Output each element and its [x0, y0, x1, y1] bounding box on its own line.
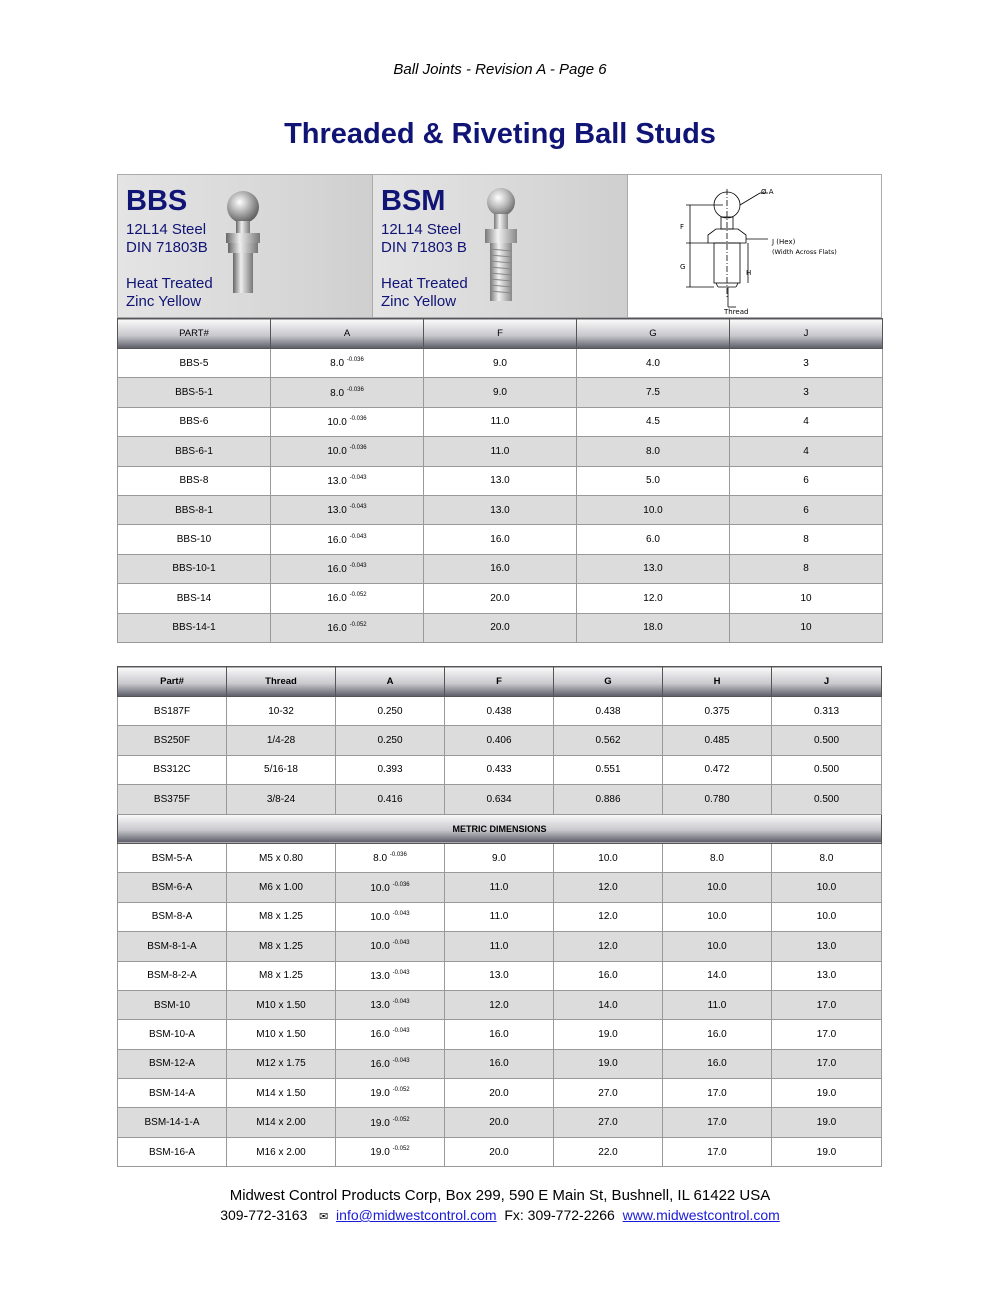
cell-j: 10.0: [772, 873, 882, 902]
cell-f: 0.433: [445, 755, 554, 784]
cell-part: BBS-10-1: [118, 554, 271, 583]
cell-thread: M8 x 1.25: [227, 961, 336, 990]
cell-a: [271, 437, 424, 466]
cell-f: 0.438: [445, 697, 554, 726]
cell-j: 8: [730, 525, 883, 554]
value-a: 16.0: [327, 563, 347, 575]
cell-h: 0.472: [663, 755, 772, 784]
table-row: [118, 554, 883, 583]
cell-g: 10.0: [554, 843, 663, 872]
cell-g: 16.0: [554, 961, 663, 990]
cell-j: 19.0: [772, 1108, 882, 1137]
cell-thread: 3/8-24: [227, 785, 336, 814]
cell-a: [336, 932, 445, 961]
cell-h: 10.0: [663, 873, 772, 902]
cell-j: 3: [730, 378, 883, 407]
cell-j: 8: [730, 554, 883, 583]
cell-thread: 5/16-18: [227, 755, 336, 784]
cell-part: BSM-14-A: [118, 1079, 227, 1108]
value-a: 8.0: [330, 358, 345, 370]
table-row: [118, 1137, 882, 1166]
cell-a: [271, 466, 424, 495]
cell-f: 12.0: [445, 990, 554, 1019]
cell-thread: M8 x 1.25: [227, 932, 336, 961]
cell-j: 0.500: [772, 785, 882, 814]
value-a: 10.0: [370, 941, 390, 953]
tolerance: -0.043: [349, 533, 367, 540]
cell-a: [336, 1049, 445, 1078]
cell-g: 0.886: [554, 785, 663, 814]
column-header: G: [554, 667, 663, 697]
cell-f: 13.0: [424, 495, 577, 524]
cell-a: [336, 1108, 445, 1137]
cell-g: 18.0: [577, 613, 730, 642]
cell-a: [336, 726, 445, 755]
cell-g: 0.438: [554, 697, 663, 726]
column-header: J: [772, 667, 882, 697]
footer-fax: Fx: 309-772-2266: [504, 1207, 615, 1223]
cell-a: [336, 697, 445, 726]
cell-a: [336, 873, 445, 902]
table-row: [118, 902, 882, 931]
page-title: Threaded & Riveting Ball Studs: [284, 118, 716, 150]
table-row: [118, 785, 882, 814]
value-a: 0.250: [377, 705, 403, 717]
cell-g: 27.0: [554, 1108, 663, 1137]
cell-j: 10: [730, 613, 883, 642]
cell-g: 6.0: [577, 525, 730, 554]
table-row: [118, 466, 883, 495]
cell-j: 17.0: [772, 1020, 882, 1049]
cell-a: [336, 990, 445, 1019]
footer-contact: [0, 1207, 1000, 1223]
cell-a: [336, 785, 445, 814]
column-header: PART#: [118, 319, 271, 349]
cell-h: 17.0: [663, 1137, 772, 1166]
cell-a: [271, 349, 424, 378]
value-a: 16.0: [327, 622, 347, 634]
cell-part: BS250F: [118, 726, 227, 755]
cell-h: 10.0: [663, 932, 772, 961]
cell-thread: M8 x 1.25: [227, 902, 336, 931]
cell-part: BSM-14-1-A: [118, 1108, 227, 1137]
cell-f: 11.0: [424, 437, 577, 466]
tolerance: -0.043: [349, 474, 367, 481]
cell-j: 19.0: [772, 1079, 882, 1108]
tolerance: -0.036: [346, 386, 364, 393]
cell-g: 0.562: [554, 726, 663, 755]
email-link[interactable]: info@midwestcontrol.com: [336, 1207, 497, 1223]
cell-j: 17.0: [772, 990, 882, 1019]
tolerance: -0.036: [349, 445, 367, 452]
cell-part: BSM-8-2-A: [118, 961, 227, 990]
cell-part: BBS-6: [118, 407, 271, 436]
tolerance: -0.036: [389, 852, 407, 859]
tolerance: -0.052: [392, 1087, 410, 1094]
value-a: 8.0: [330, 387, 345, 399]
table-row: [118, 495, 883, 524]
table-row: [118, 990, 882, 1019]
column-header: H: [663, 667, 772, 697]
cell-thread: 10-32: [227, 697, 336, 726]
cell-j: 10: [730, 584, 883, 613]
value-a: 19.0: [370, 1147, 390, 1159]
cell-j: 8.0: [772, 843, 882, 872]
table-row: [118, 1049, 882, 1078]
cell-f: 20.0: [424, 613, 577, 642]
cell-part: BBS-10: [118, 525, 271, 554]
tolerance: -0.052: [349, 592, 367, 599]
cell-f: 20.0: [424, 584, 577, 613]
cell-thread: M10 x 1.50: [227, 1020, 336, 1049]
cell-h: 8.0: [663, 843, 772, 872]
cell-thread: M6 x 1.00: [227, 873, 336, 902]
cell-a: [271, 378, 424, 407]
cell-f: 16.0: [445, 1020, 554, 1049]
value-a: 13.0: [327, 475, 347, 487]
envelope-icon: ✉: [319, 1211, 329, 1223]
value-a: 10.0: [370, 882, 390, 894]
cell-part: BSM-12-A: [118, 1049, 227, 1078]
product-standard: DIN 71803B: [126, 239, 208, 256]
cell-h: 10.0: [663, 902, 772, 931]
cell-f: 20.0: [445, 1079, 554, 1108]
cell-a: [336, 755, 445, 784]
cell-f: 13.0: [424, 466, 577, 495]
value-a: 10.0: [370, 911, 390, 923]
tolerance: -0.043: [392, 969, 410, 976]
value-a: 19.0: [370, 1117, 390, 1129]
cell-g: 12.0: [577, 584, 730, 613]
value-a: 13.0: [370, 1000, 390, 1012]
footer-phone: 309-772-3163: [220, 1207, 308, 1223]
cell-a: [271, 407, 424, 436]
threaded-stud-photo: [481, 187, 521, 311]
cell-f: 9.0: [424, 349, 577, 378]
cell-part: BSM-10-A: [118, 1020, 227, 1049]
column-header: G: [577, 319, 730, 349]
cell-a: [336, 902, 445, 931]
tolerance: -0.043: [349, 504, 367, 511]
cell-part: BSM-6-A: [118, 873, 227, 902]
cell-j: 6: [730, 466, 883, 495]
cell-f: 20.0: [445, 1137, 554, 1166]
cell-thread: M10 x 1.50: [227, 990, 336, 1019]
tolerance: -0.043: [349, 562, 367, 569]
cell-part: BSM-16-A: [118, 1137, 227, 1166]
cell-h: 0.485: [663, 726, 772, 755]
value-a: 8.0: [373, 853, 388, 865]
cell-thread: 1/4-28: [227, 726, 336, 755]
value-a: 13.0: [327, 505, 347, 517]
cell-f: 9.0: [445, 843, 554, 872]
cell-g: 8.0: [577, 437, 730, 466]
cell-f: 0.406: [445, 726, 554, 755]
cell-part: BBS-14-1: [118, 613, 271, 642]
cell-h: 0.780: [663, 785, 772, 814]
value-a: 19.0: [370, 1088, 390, 1100]
value-a: 10.0: [327, 416, 347, 428]
tolerance: -0.036: [346, 357, 364, 364]
tolerance: -0.043: [392, 1028, 410, 1035]
bbs-dimension-table: [117, 318, 883, 643]
cell-part: BBS-8-1: [118, 495, 271, 524]
cell-a: [336, 961, 445, 990]
cell-thread: M14 x 2.00: [227, 1108, 336, 1137]
cell-f: 13.0: [445, 961, 554, 990]
cell-g: 27.0: [554, 1079, 663, 1108]
cell-g: 7.5: [577, 378, 730, 407]
dimension-diagram-svg: [628, 175, 881, 317]
tolerance: -0.043: [392, 999, 410, 1006]
table-row: [118, 584, 883, 613]
cell-g: 22.0: [554, 1137, 663, 1166]
value-a: 16.0: [370, 1029, 390, 1041]
cell-part: BBS-5: [118, 349, 271, 378]
value-a: 0.393: [377, 764, 403, 776]
tolerance: -0.036: [349, 415, 367, 422]
cell-part: BSM-8-1-A: [118, 932, 227, 961]
table-row: [118, 1020, 882, 1049]
product-finish: Zinc Yellow: [126, 293, 202, 310]
cell-part: BSM-10: [118, 990, 227, 1019]
cell-thread: M12 x 1.75: [227, 1049, 336, 1078]
value-a: 16.0: [327, 593, 347, 605]
table-row: [118, 378, 883, 407]
cell-h: 16.0: [663, 1020, 772, 1049]
tolerance: -0.052: [392, 1146, 410, 1153]
cell-f: 16.0: [424, 554, 577, 583]
column-header: F: [445, 667, 554, 697]
value-a: 16.0: [370, 1058, 390, 1070]
cell-g: 0.551: [554, 755, 663, 784]
cell-j: 13.0: [772, 961, 882, 990]
label-f: F: [680, 223, 685, 231]
product-material: 12L14 Steel: [381, 221, 462, 238]
cell-g: 4.0: [577, 349, 730, 378]
cell-part: BBS-5-1: [118, 378, 271, 407]
table-row: [118, 961, 882, 990]
cell-h: 14.0: [663, 961, 772, 990]
table-row: [118, 1079, 882, 1108]
footer-address: Midwest Control Products Corp, Box 299, 590 E Main St, Bushnell, IL 61422 USA: [229, 1187, 771, 1204]
product-code: BSM: [381, 185, 446, 217]
tolerance: -0.036: [392, 881, 410, 888]
value-a: 0.416: [377, 793, 403, 805]
cell-j: 10.0: [772, 902, 882, 931]
product-standard: DIN 71803 B: [381, 239, 467, 256]
cell-j: 17.0: [772, 1049, 882, 1078]
tolerance: -0.043: [392, 1057, 410, 1064]
table-row: [118, 873, 882, 902]
product-card-bsm: [373, 175, 628, 317]
table-row: [118, 755, 882, 784]
dimension-diagram: [628, 175, 881, 317]
table-row: [118, 843, 882, 872]
value-a: 10.0: [327, 446, 347, 458]
cell-j: 0.500: [772, 726, 882, 755]
tolerance: -0.052: [392, 1116, 410, 1123]
cell-j: 4: [730, 437, 883, 466]
cell-h: 17.0: [663, 1079, 772, 1108]
cell-g: 4.5: [577, 407, 730, 436]
cell-a: [336, 1020, 445, 1049]
cell-a: [271, 525, 424, 554]
table-row: [118, 437, 883, 466]
bsm-dimension-table: [117, 666, 882, 1167]
label-g: G: [680, 263, 686, 271]
cell-f: 11.0: [424, 407, 577, 436]
table-row: [118, 1108, 882, 1137]
cell-a: [271, 495, 424, 524]
tolerance: -0.043: [392, 910, 410, 917]
label-h: H: [746, 269, 752, 277]
cell-g: 19.0: [554, 1049, 663, 1078]
cell-g: 14.0: [554, 990, 663, 1019]
cell-j: 0.313: [772, 697, 882, 726]
table-row: [118, 349, 883, 378]
tolerance: -0.052: [349, 621, 367, 628]
cell-a: [336, 1137, 445, 1166]
page-header: Ball Joints - Revision A - Page 6: [393, 61, 607, 78]
table-row: [118, 932, 882, 961]
table-row: [118, 613, 883, 642]
cell-j: 19.0: [772, 1137, 882, 1166]
cell-thread: M14 x 1.50: [227, 1079, 336, 1108]
cell-g: 5.0: [577, 466, 730, 495]
cell-g: 12.0: [554, 932, 663, 961]
cell-f: 9.0: [424, 378, 577, 407]
column-header: F: [424, 319, 577, 349]
product-finish: Zinc Yellow: [381, 293, 457, 310]
cell-part: BSM-8-A: [118, 902, 227, 931]
column-header: A: [336, 667, 445, 697]
table-row: [118, 697, 882, 726]
cell-g: 12.0: [554, 873, 663, 902]
website-link[interactable]: www.midwestcontrol.com: [622, 1207, 780, 1223]
column-header: J: [730, 319, 883, 349]
cell-f: 16.0: [445, 1049, 554, 1078]
column-header: A: [271, 319, 424, 349]
cell-f: 11.0: [445, 902, 554, 931]
cell-j: 4: [730, 407, 883, 436]
product-treatment: Heat Treated: [381, 275, 468, 292]
cell-h: 16.0: [663, 1049, 772, 1078]
cell-a: [271, 613, 424, 642]
ball-stud-photo: [218, 189, 268, 311]
cell-part: BS187F: [118, 697, 227, 726]
cell-part: BBS-14: [118, 584, 271, 613]
value-a: 16.0: [327, 534, 347, 546]
metric-banner-row: [118, 814, 882, 843]
product-material: 12L14 Steel: [126, 221, 207, 238]
cell-j: 13.0: [772, 932, 882, 961]
product-treatment: Heat Treated: [126, 275, 213, 292]
cell-part: BBS-6-1: [118, 437, 271, 466]
label-j-note: (Width Across Flats): [772, 248, 837, 256]
tolerance: -0.043: [392, 940, 410, 947]
product-card-bbs: [118, 175, 373, 317]
cell-g: 13.0: [577, 554, 730, 583]
cell-a: [336, 843, 445, 872]
label-thread: Thread: [724, 308, 749, 316]
cell-part: BS312C: [118, 755, 227, 784]
cell-part: BBS-8: [118, 466, 271, 495]
column-header: Thread: [227, 667, 336, 697]
metric-banner: METRIC DIMENSIONS: [118, 814, 882, 843]
cell-j: 0.500: [772, 755, 882, 784]
value-a: 13.0: [370, 970, 390, 982]
cell-part: BS375F: [118, 785, 227, 814]
product-code: BBS: [126, 185, 188, 217]
label-j: J (Hex): [772, 238, 796, 246]
cell-j: 6: [730, 495, 883, 524]
cell-j: 3: [730, 349, 883, 378]
cell-a: [271, 584, 424, 613]
table-row: [118, 525, 883, 554]
label-a: Ø A: [761, 188, 774, 196]
cell-h: 0.375: [663, 697, 772, 726]
cell-thread: M16 x 2.00: [227, 1137, 336, 1166]
value-a: 0.250: [377, 735, 403, 747]
cell-f: 0.634: [445, 785, 554, 814]
cell-thread: M5 x 0.80: [227, 843, 336, 872]
table-row: [118, 726, 882, 755]
cell-f: 20.0: [445, 1108, 554, 1137]
product-panel: [117, 174, 882, 318]
cell-h: 17.0: [663, 1108, 772, 1137]
cell-a: [271, 554, 424, 583]
cell-h: 11.0: [663, 990, 772, 1019]
cell-part: BSM-5-A: [118, 843, 227, 872]
cell-g: 10.0: [577, 495, 730, 524]
cell-f: 11.0: [445, 932, 554, 961]
column-header: Part#: [118, 667, 227, 697]
cell-g: 19.0: [554, 1020, 663, 1049]
cell-g: 12.0: [554, 902, 663, 931]
cell-f: 11.0: [445, 873, 554, 902]
cell-a: [336, 1079, 445, 1108]
table-row: [118, 407, 883, 436]
cell-f: 16.0: [424, 525, 577, 554]
